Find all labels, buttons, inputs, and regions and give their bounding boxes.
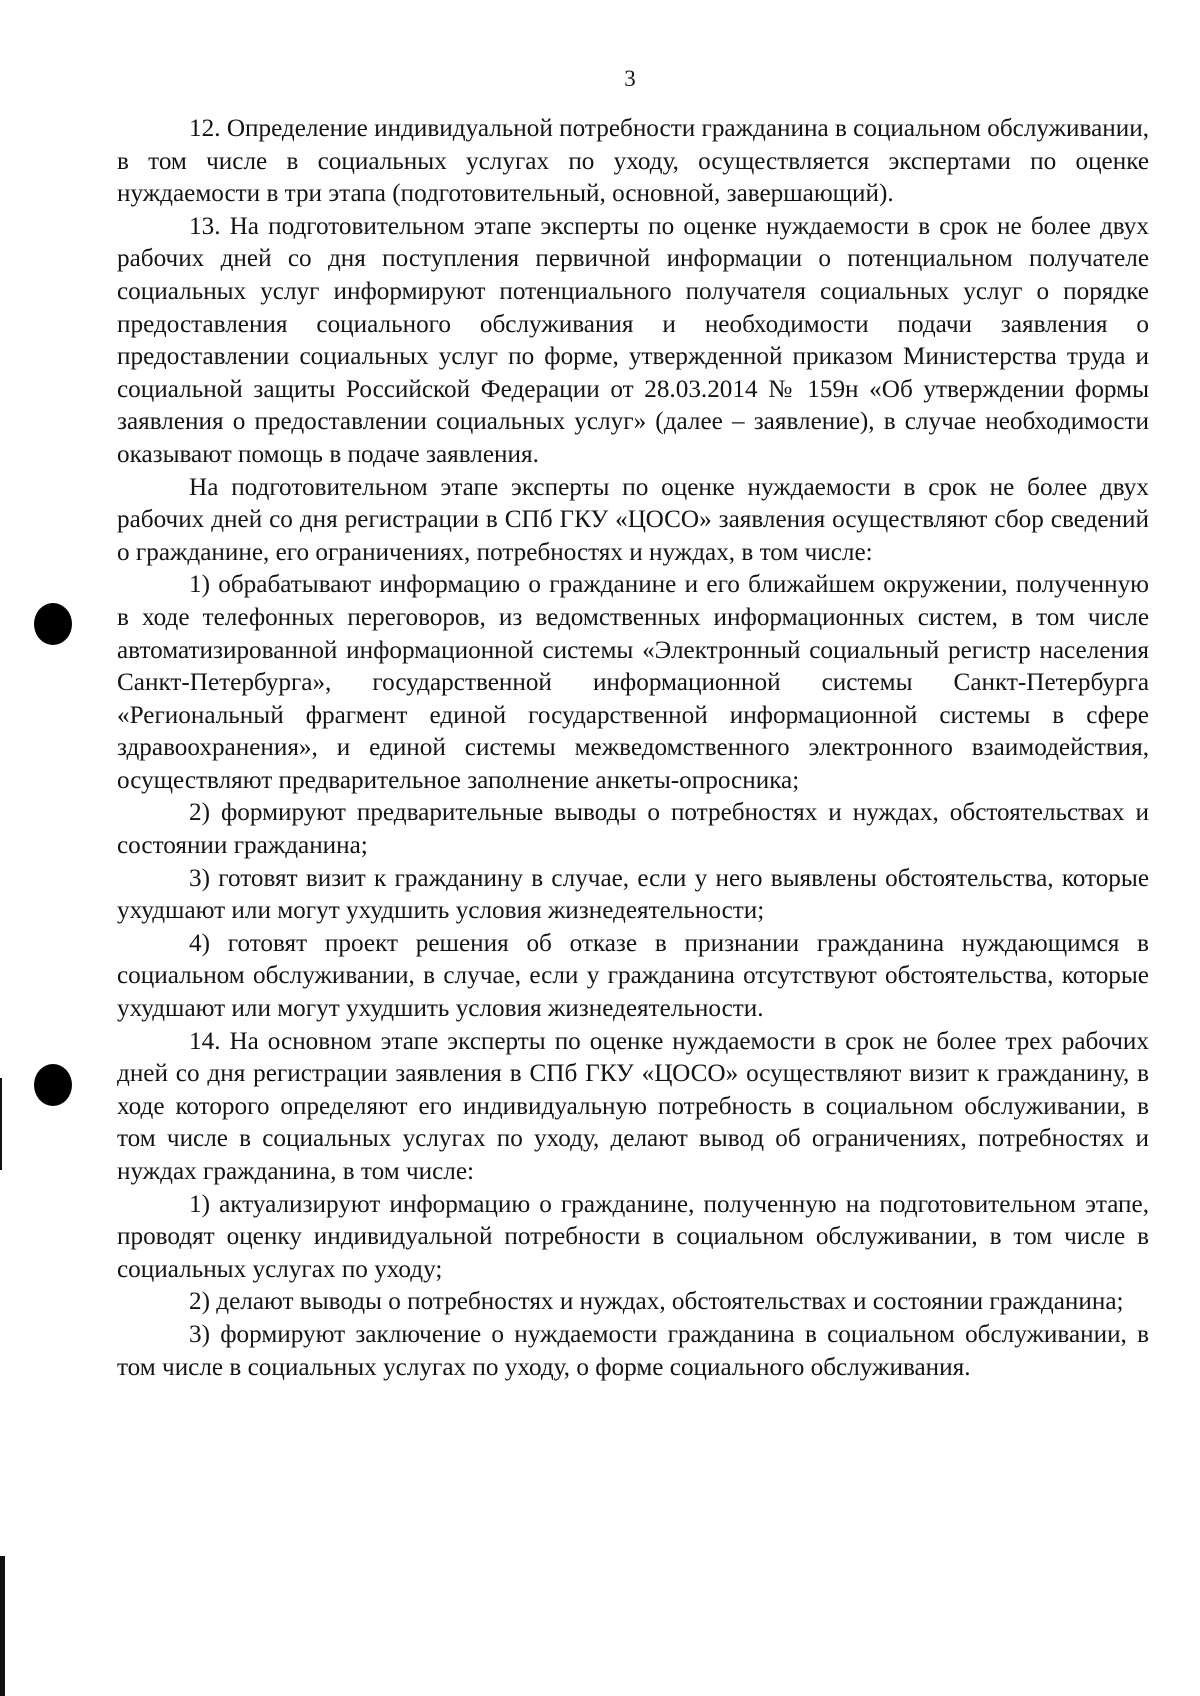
main-stage-item-1: 1) актуализируют информацию о гражданине, полученную на подготовительном этапе, проводят оценку индивидуальной потребности в социальном обслуживании, в том числе в социальных услугах по уходу;	[117, 1190, 1149, 1283]
document-body	[117, 113, 1149, 1384]
punch-hole-mark	[34, 603, 72, 645]
list-item-2: 2) формируют предварительные выводы о потребностях и нуждах, обстоятельствах и состоянии гражданина;	[117, 799, 1149, 860]
paragraph-13-preparatory-stage: На подготовительном этапе эксперты по оценке нуждаемости в срок не более двух рабочих дней со дня регистрации в СПб ГКУ «ЦОСО» заявления осуществляют сбор сведений о гражданине, его ограничениях, потребностях и нуждах, в том числе:	[117, 473, 1149, 566]
paragraph-13: 13. На подготовительном этапе эксперты по оценке нуждаемости в срок не более двух рабочих дней со дня поступления первичной информации о потенциальном получателе социальных услуг информируют потенциального получателя социальных услуг о порядке предоставления социального обслуживания и необходимости подачи заявления о предоставлении социальных услуг по форме, утвержденной приказом Министерства труда и социальной защиты Российской Федерации от 28.03.2014 № 159н «Об утверждении формы заявления о предоставлении социальных услуг» (далее – заявление), в случае необходимости оказывают помощь в подаче заявления.	[117, 212, 1149, 468]
punch-hole-mark	[34, 1064, 72, 1106]
main-stage-item-3: 3) формируют заключение о нуждаемости гражданина в социальном обслуживании, в том числе в социальных услугах по уходу, о форме социального обслуживания.	[117, 1320, 1149, 1381]
list-item-1: 1) обрабатывают информацию о гражданине и его ближайшем окружении, полученную в ходе телефонных переговоров, из ведомственных информационных систем, в том числе автоматизированной информационной системы «Электронный социальный регистр населения Санкт-Петербурга», государственной информационной системы Санкт-Петербурга «Региональный фрагмент единой государственной информационной системы в сфере здравоохранения», и единой системы межведомственного электронного взаимодействия, осуществляют предварительное заполнение анкеты-опросника;	[117, 571, 1149, 794]
paragraph-12: 12. Определение индивидуальной потребности гражданина в социальном обслуживании, в том числе в социальных услугах по уходу, осуществляется экспертами по оценке нуждаемости в три этапа (подготовительный, основной, завершающий).	[117, 115, 1149, 208]
list-item-3: 3) готовят визит к гражданину в случае, если у него выявлены обстоятельства, которые ухудшают или могут ухудшить условия жизнедеятельности;	[117, 864, 1149, 925]
paragraph-14: 14. На основном этапе эксперты по оценке нуждаемости в срок не более трех рабочих дней со дня регистрации заявления в СПб ГКУ «ЦОСО» осуществляют визит к гражданину, в ходе которого определяют его индивидуальную потребность в социальном обслуживании, в том числе в социальных услугах по уходу, делают вывод об ограничениях, потребностях и нуждах гражданина, в том числе:	[117, 1027, 1149, 1185]
scan-edge-line	[0, 1556, 5, 1696]
scan-edge-line	[0, 1078, 2, 1170]
page-number: 3	[624, 66, 636, 91]
main-stage-item-2: 2) делают выводы о потребностях и нуждах, обстоятельствах и состоянии гражданина;	[189, 1288, 1124, 1316]
list-item-4: 4) готовят проект решения об отказе в признании гражданина нуждающимся в социальном обслуживании, в случае, если у гражданина отсутствуют обстоятельства, которые ухудшают или могут ухудшить условия жизнедеятельности.	[117, 929, 1149, 1023]
